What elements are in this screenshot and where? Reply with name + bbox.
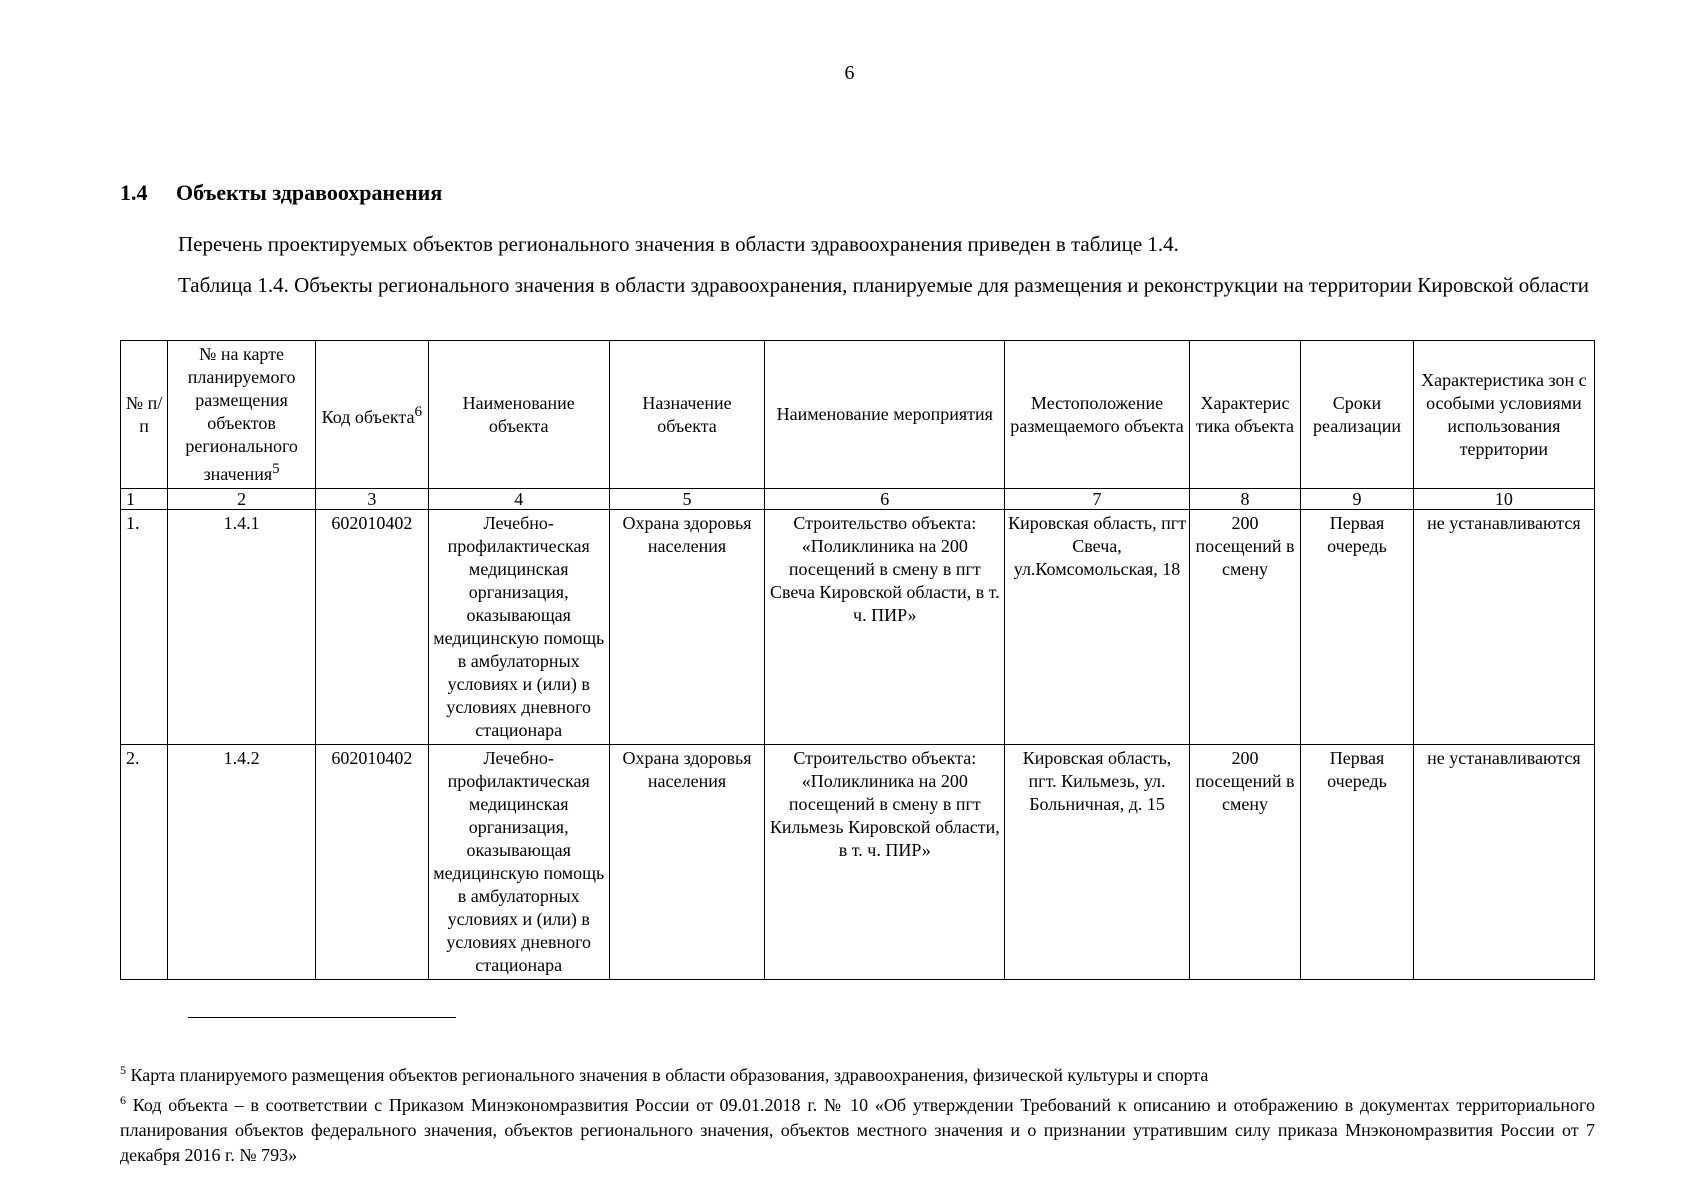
section-number: 1.4 <box>120 180 148 205</box>
column-number: 2 <box>168 489 316 510</box>
implementation-term: Первая очередь <box>1301 745 1414 980</box>
object-name: Лечебно-профилактическая медицинская организация, оказывающая медицинскую помощь в амбулаторных условиях и (или) в условиях дневного стационара <box>428 510 609 745</box>
column-number: 10 <box>1413 489 1594 510</box>
object-location: Кировская область, пгт. Кильмезь, ул. Больничная, д. 15 <box>1005 745 1189 980</box>
column-number: 5 <box>609 489 764 510</box>
object-characteristic: 200 посещений в смену <box>1189 510 1300 745</box>
intro-paragraph: Перечень проектируемых объектов регионального значения в области здравоохранения приведен в таблице 1.4. <box>178 232 1179 256</box>
header-cell: Код объекта$^6$ <box>316 341 429 489</box>
row-number: 1. <box>121 510 168 745</box>
implementation-term: Первая очередь <box>1301 510 1414 745</box>
zone-characteristic: не устанавливаются <box>1413 745 1594 980</box>
object-purpose: Охрана здоровья населения <box>609 510 764 745</box>
header-cell: Сроки реализации <box>1301 341 1414 489</box>
section-title: Объекты здравоохранения <box>176 180 443 205</box>
footnote: $^5$ Карта планируемого размещения объектов регионального значения в области образования, здравоохранения, физической культуры и спорта <box>120 1063 1209 1085</box>
page-number: 6 <box>844 62 855 84</box>
header-cell: № на карте планируемого размещения объектов регионального значения$^5$ <box>168 341 316 489</box>
object-purpose: Охрана здоровья населения <box>609 745 764 980</box>
footnote-divider <box>188 1017 456 1018</box>
header-cell: Наименование объекта <box>428 341 609 489</box>
map-number: 1.4.2 <box>168 745 316 980</box>
object-location: Кировская область, пгт Свеча, ул.Комсомольская, 18 <box>1005 510 1189 745</box>
column-number: 3 <box>316 489 429 510</box>
object-code: 602010402 <box>316 745 429 980</box>
header-cell: Назначение объекта <box>609 341 764 489</box>
table-row <box>121 510 1595 745</box>
map-number: 1.4.1 <box>168 510 316 745</box>
table-header-row <box>121 341 1595 489</box>
header-cell: Характеристика зон с особыми условиями использования территории <box>1413 341 1594 489</box>
column-number: 7 <box>1005 489 1189 510</box>
objects-table <box>120 340 1595 980</box>
header-cell: Наименование мероприятия <box>765 341 1005 489</box>
column-number-row <box>121 489 1595 510</box>
column-number: 6 <box>765 489 1005 510</box>
activity-name: Строительство объекта: «Поликлиника на 200 посещений в смену в пгт Свеча Кировской области, в т. ч. ПИР» <box>765 510 1005 745</box>
column-number: 9 <box>1301 489 1414 510</box>
header-cell: Характерис тика объекта <box>1189 341 1300 489</box>
activity-name: Строительство объекта: «Поликлиника на 200 посещений в смену в пгт Кильмезь Кировской области, в т. ч. ПИР» <box>765 745 1005 980</box>
zone-characteristic: не устанавливаются <box>1413 510 1594 745</box>
header-cell: Местоположение размещаемого объекта <box>1005 341 1189 489</box>
column-number: 4 <box>428 489 609 510</box>
column-number: 1 <box>121 489 168 510</box>
column-number: 8 <box>1189 489 1300 510</box>
section-heading <box>120 180 442 206</box>
table-caption: Таблица 1.4. Объекты регионального значения в области здравоохранения, планируемые для размещения и реконструкции на территории Кировской области <box>178 273 1589 297</box>
header-cell: № п/п <box>121 341 168 489</box>
object-characteristic: 200 посещений в смену <box>1189 745 1300 980</box>
object-name: Лечебно-профилактическая медицинская организация, оказывающая медицинскую помощь в амбулаторных условиях и (или) в условиях дневного стационара <box>428 745 609 980</box>
footnotes <box>120 1058 1595 1168</box>
object-code: 602010402 <box>316 510 429 745</box>
row-number: 2. <box>121 745 168 980</box>
table-row <box>121 745 1595 980</box>
footnote: $^6$ Код объекта – в соответствии с Приказом Минэкономразвития России от 09.01.2018 г. № 10 «Об утверждении Требований к описанию и отображению в документах территориального планирования объектов федерального значения, объектов регионального значения, объектов местного значения и о признании утратившим силу приказа Мнэкономразвития России от 7 декабря 2016 г. № 793» <box>120 1093 1595 1165</box>
